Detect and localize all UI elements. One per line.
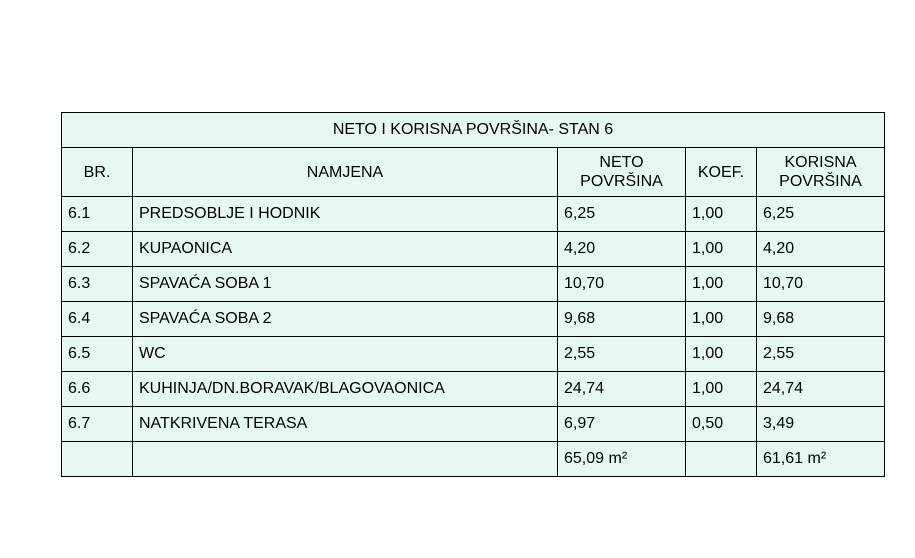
area-table [61,112,885,477]
cell-br: 6.2 [62,232,133,267]
cell-koef: 1,00 [686,302,757,337]
cell-koef: 1,00 [686,197,757,232]
table-row [62,197,885,232]
cell-br: 6.6 [62,372,133,407]
cell-koef: 1,00 [686,372,757,407]
cell-br: 6.4 [62,302,133,337]
cell-br: 6.7 [62,407,133,442]
cell-namjena: WC [133,337,558,372]
table-row [62,372,885,407]
cell-neto: 6,25 [558,197,686,232]
cell-koef: 0,50 [686,407,757,442]
table-title: NETO I KORISNA POVRŠINA- STAN 6 [62,113,885,148]
header-namjena: NAMJENA [133,148,558,197]
cell-neto: 9,68 [558,302,686,337]
cell-neto: 2,55 [558,337,686,372]
cell-namjena: SPAVAĆA SOBA 2 [133,302,558,337]
total-namjena-empty [133,442,558,477]
cell-korisna: 4,20 [757,232,885,267]
cell-namjena: PREDSOBLJE I HODNIK [133,197,558,232]
cell-korisna: 2,55 [757,337,885,372]
total-koef-empty [686,442,757,477]
table-row [62,302,885,337]
cell-korisna: 3,49 [757,407,885,442]
cell-neto: 24,74 [558,372,686,407]
total-neto: 65,09 m² [558,442,686,477]
title-row [62,113,885,148]
cell-namjena: KUPAONICA [133,232,558,267]
cell-koef: 1,00 [686,232,757,267]
cell-koef: 1,00 [686,267,757,302]
cell-br: 6.3 [62,267,133,302]
cell-namjena: SPAVAĆA SOBA 1 [133,267,558,302]
table-row [62,337,885,372]
cell-neto: 6,97 [558,407,686,442]
header-koef: KOEF. [686,148,757,197]
cell-br: 6.1 [62,197,133,232]
cell-br: 6.5 [62,337,133,372]
header-br: BR. [62,148,133,197]
total-korisna: 61,61 m² [757,442,885,477]
cell-korisna: 9,68 [757,302,885,337]
header-neto-povrsina [558,148,686,197]
table-row [62,267,885,302]
cell-neto: 10,70 [558,267,686,302]
totals-row [62,442,885,477]
cell-namjena: KUHINJA/DN.BORAVAK/BLAGOVAONICA [133,372,558,407]
header-row [62,148,885,197]
header-neto-line2: POVRŠINA [580,173,663,190]
header-neto-line1: NETO [599,154,644,171]
table-row [62,232,885,267]
cell-korisna: 6,25 [757,197,885,232]
cell-koef: 1,00 [686,337,757,372]
cell-korisna: 10,70 [757,267,885,302]
header-korisna-line1: KORISNA [784,154,857,171]
header-korisna-line2: POVRŠINA [779,173,862,190]
table-row [62,407,885,442]
header-korisna-povrsina [757,148,885,197]
cell-neto: 4,20 [558,232,686,267]
cell-korisna: 24,74 [757,372,885,407]
total-br-empty [62,442,133,477]
cell-namjena: NATKRIVENA TERASA [133,407,558,442]
